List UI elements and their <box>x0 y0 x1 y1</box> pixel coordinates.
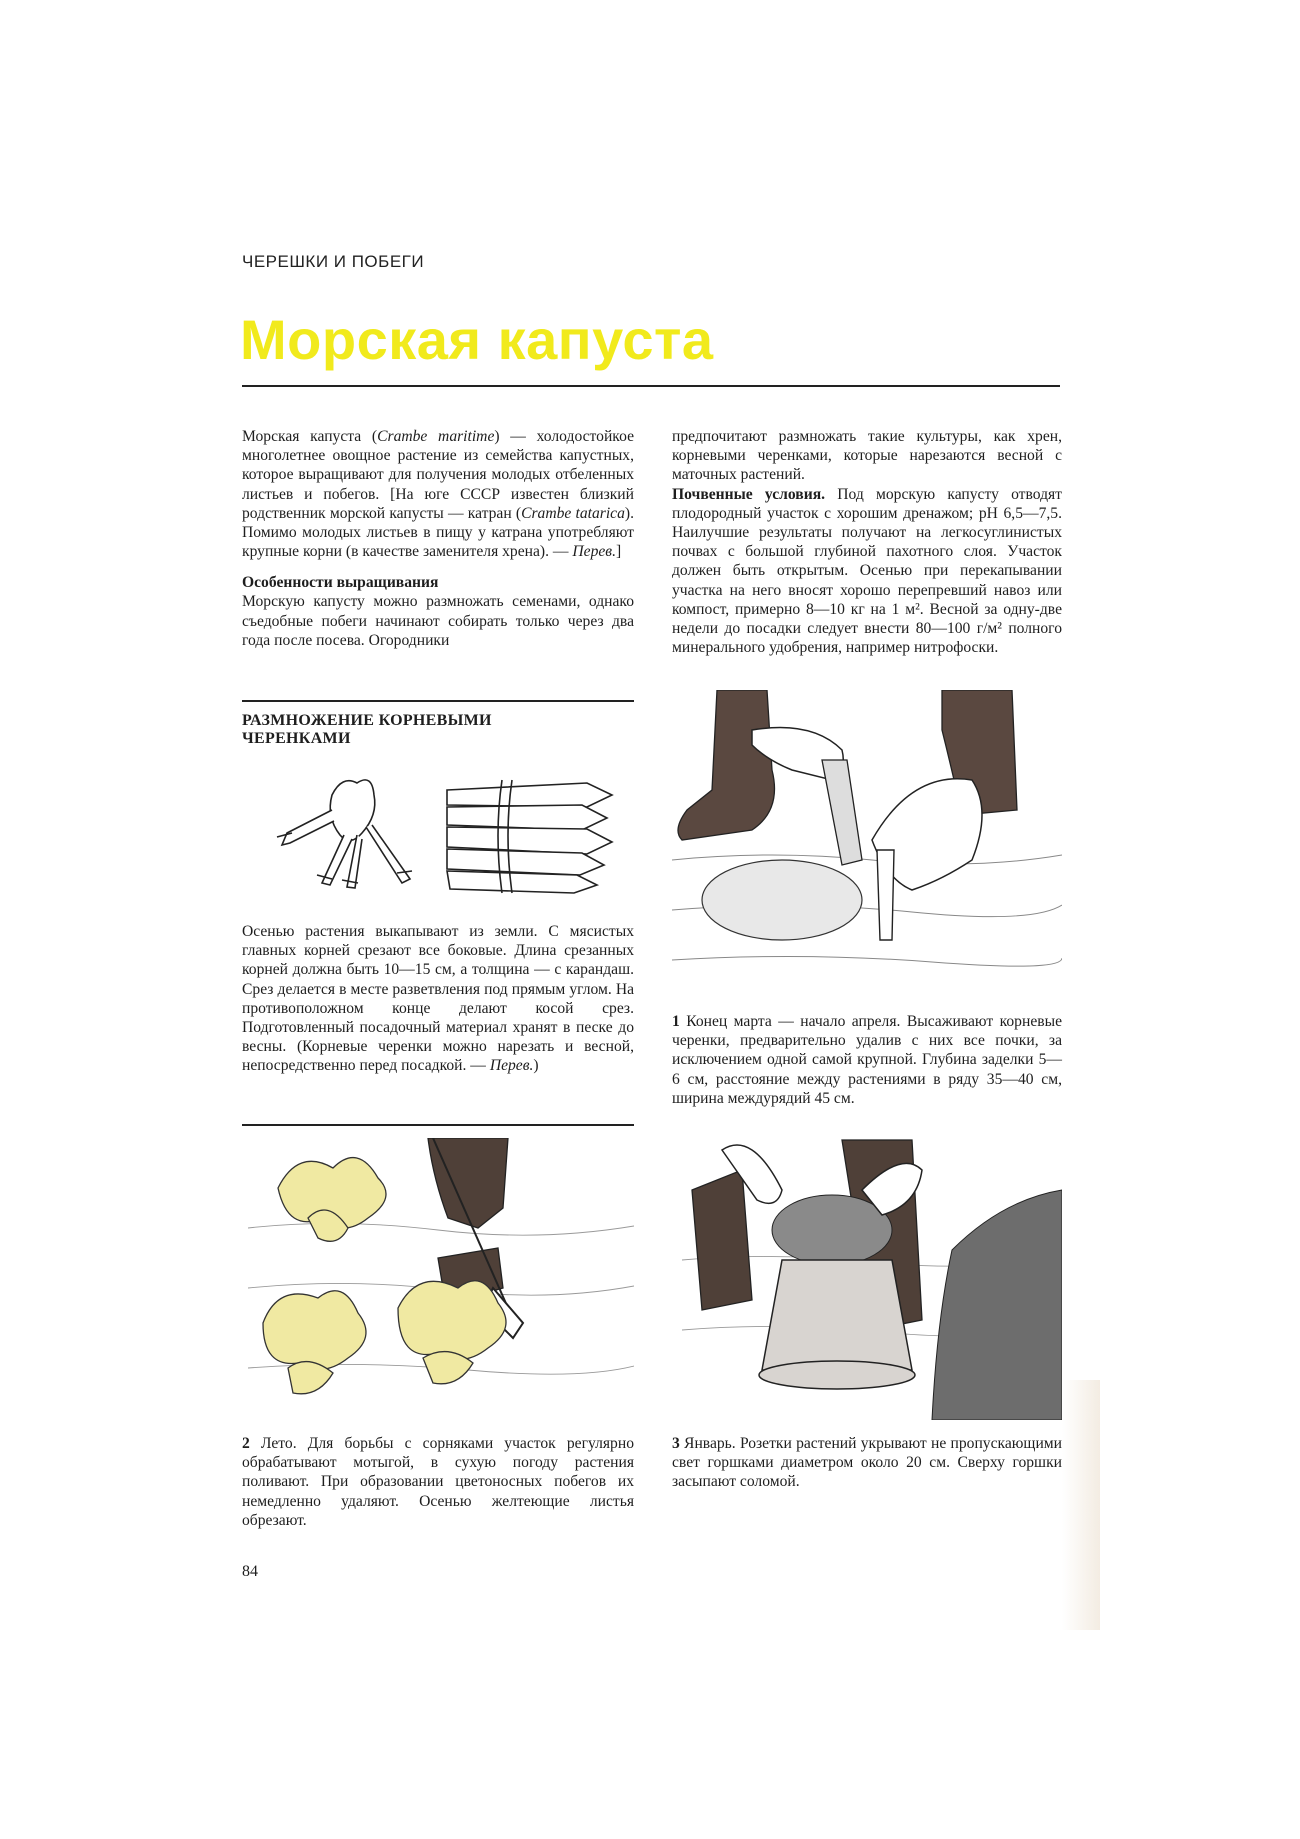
box-title: РАЗМНОЖЕНИЕ КОРНЕВЫМИ ЧЕРЕНКАМИ <box>242 712 492 747</box>
intro-paragraph: Морская капуста (Crambe maritime) — холодостойкое многолетнее овощное растение из семейства капустных, которое выращивают для получения молодых отбеленных листьев и побегов. [На юге СССР известен близкий родственник морской капусты — катран (Crambe tatarica). Помимо молодых листьев в пищу у катрана употребляют крупные корни (в качестве заменителя хрена). — Перев.] Особенности выращивания Морскую капусту можно размножать семенами, однако съедобные побеги начинают собирать только через два года после посева. Огородники <box>242 428 634 649</box>
continuation-text: предпочитают размножать такие культуры, как хрен, корневыми черенками, которые нарезаются весной с маточных растений. <box>672 428 1062 484</box>
caption-1: 1 Конец марта — начало апреля. Высаживают корневые черенки, предварительно удалив с них все почки, за исключением одной самой крупной. Глубина заделки 5—6 см, расстояние между растениями в ряду 35—40 см, ширина междурядий 45 см. <box>672 1013 1062 1107</box>
page-edge-shadow <box>1062 1380 1100 1630</box>
cuttings-bundle <box>447 780 612 893</box>
root-cutting <box>877 850 894 940</box>
box-top-rule <box>242 700 634 702</box>
box-text: Осенью растения выкапывают из земли. С мясистых главных корней срезают все боковые. Длина срезанных корней должна быть 10—15 см, а толщина — с карандаш. Срез делается в месте разветвления под прямым углом. На противоположном конце делают косой срез. Подготовленный посадочный материал хранят в песке до весны. (Корневые черенки можно нарезать и весной, непосредственно перед посадкой. — Перев.) <box>242 923 634 1075</box>
illustration-forcing-pot <box>682 1130 1062 1420</box>
caption-2: 2 Лето. Для борьбы с сорняками участок регулярно обрабатывают мотыгой, в сухую погоду растения поливают. При образовании цветоносных побегов их немедленно удаляют. Осенью желтеющие листья обрезают. <box>242 1435 634 1529</box>
illustration-planting <box>672 690 1062 990</box>
right-column-text <box>672 427 1062 657</box>
cultivation-heading: Особенности выращивания <box>242 574 439 592</box>
caption-3: 3 Январь. Розетки растений укрывают не пропускающими свет горшками диаметром около 20 см. Сверху горшки засыпают соломой. <box>672 1435 1062 1491</box>
page-title: Морская капуста <box>240 308 714 371</box>
title-divider <box>242 385 1060 387</box>
soil-paragraph: Почвенные условия. Под морскую капусту отводят плодородный участок с хорошим дренажом; pH 6,5—7,5. Наилучшие результаты получают на легкосуглинистых почвах с большой глубиной пахотного слоя. Участок должен быть открытым. Осенью при перекапывании участка на него вносят хорошо перепревший навоз или компост, примерно 8—10 кг на 1 м². Весной за одну-две недели до посадки следует внести 80—100 г/м² полного минерального удобрения, например нитрофоски. <box>672 485 1063 657</box>
illustration-hoeing <box>248 1138 634 1420</box>
section-label: ЧЕРЕШКИ И ПОБЕГИ <box>242 252 425 271</box>
upturned-pot <box>759 1260 915 1389</box>
box-bottom-rule <box>242 1124 634 1126</box>
soil-mound <box>702 860 862 940</box>
root-cuttings-illustration <box>262 755 642 905</box>
soil-heading: Почвенные условия. <box>672 485 826 503</box>
root-diagram <box>277 780 412 888</box>
cultivation-text: Морскую капусту можно размножать семенами, однако съедобные побеги начинают собирать только через два года после посева. Огородники <box>242 593 634 649</box>
page-number: 84 <box>242 1563 258 1580</box>
